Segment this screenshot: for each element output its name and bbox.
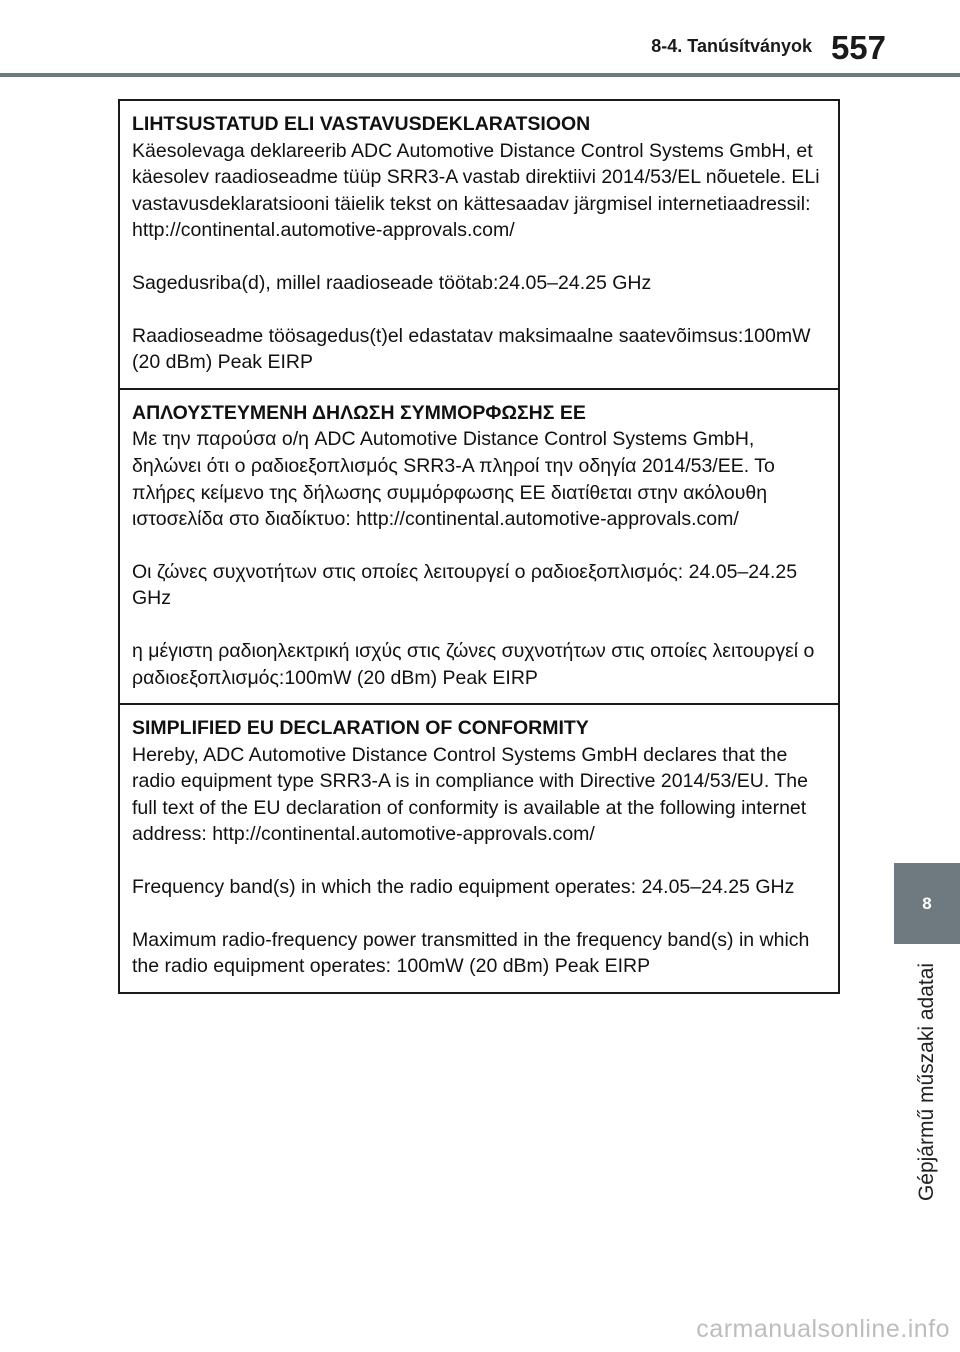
header-rule xyxy=(0,73,960,77)
declaration-estonian xyxy=(120,101,838,390)
declaration-heading: ΑΠΛΟΥΣΤΕΥΜΕΝΗ ΔΗΛΩΣΗ ΣΥΜΜΟΡΦΩΣΗΣ ΕΕ xyxy=(132,401,586,424)
declaration-box xyxy=(118,99,840,994)
chapter-number: 8 xyxy=(922,893,932,913)
declaration-heading: LIHTSUSTATUD ELI VASTAVUSDEKLARATSIOON xyxy=(132,113,591,135)
page-header xyxy=(0,0,960,80)
max-power: η μέγιστη ραδιοηλεκτρική ισχύς στις ζώνες συχνοτήτων στις οποίες λειτουργεί ο ραδιοεξοπλισμός:100mW (20 dBm) Peak EIRP xyxy=(132,639,815,689)
chapter-tab xyxy=(894,863,960,944)
declaration-heading: SIMPLIFIED EU DECLARATION OF CONFORMITY xyxy=(132,717,589,740)
declaration-english xyxy=(120,705,838,992)
declaration-body: Με την παρούσα ο/η ADC Automotive Distance Control Systems GmbH, δηλώνει ότι ο ραδιοεξοπλισμός SRR3-A πληροί την οδηγία 2014/53/ΕΕ. Το πλήρες κείμενο της δήλωσης συμμόρφωσης ΕΕ διατίθεται στην ακόλουθη ιστοσελίδα στο διαδίκτυο: http://continental.automotive-approvals.com/ xyxy=(132,428,775,531)
watermark: carmanualsonline.info xyxy=(696,1315,950,1343)
chapter-label: Gépjármű műszaki adatai xyxy=(915,962,938,1202)
max-power: Raadioseadme töösagedus(t)el edastatav maksimaalne saatevõimsus:100mW (20 dBm) Peak EIRP xyxy=(132,324,811,374)
declaration-body: Käesolevaga deklareerib ADC Automotive Distance Control Systems GmbH, et käesolev raadioseadme tüüp SRR3-A vastab direktiivi 2014/53/EL nõuetele. ELi vastavusdeklaratsiooni täielik tekst on kättesaadav järgmisel internetiaadressil: http://continental.automotive-approvals.com/ xyxy=(132,139,820,242)
section-title: 8-4. Tanúsítványok xyxy=(651,36,812,56)
declaration-greek xyxy=(120,390,838,705)
frequency-band: Sagedusriba(d), millel raadioseade töötab:24.05–24.25 GHz xyxy=(132,271,652,294)
page-number: 557 xyxy=(830,29,886,66)
declaration-body: Hereby, ADC Automotive Distance Control Systems GmbH declares that the radio equipment type SRR3-A is in compliance with Directive 2014/53/EU. The full text of the EU declaration of conformity is available at the following internet address: http://continental.automotive-approvals.com/ xyxy=(132,743,808,846)
max-power: Maximum radio-frequency power transmitted in the frequency band(s) in which the radio equipment operates: 100mW (20 dBm) Peak EIRP xyxy=(132,928,810,978)
frequency-band: Frequency band(s) in which the radio equipment operates: 24.05–24.25 GHz xyxy=(132,876,795,899)
frequency-band: Οι ζώνες συχνοτήτων στις οποίες λειτουργεί ο ραδιοεξοπλισμός: 24.05–24.25 GHz xyxy=(132,560,798,610)
